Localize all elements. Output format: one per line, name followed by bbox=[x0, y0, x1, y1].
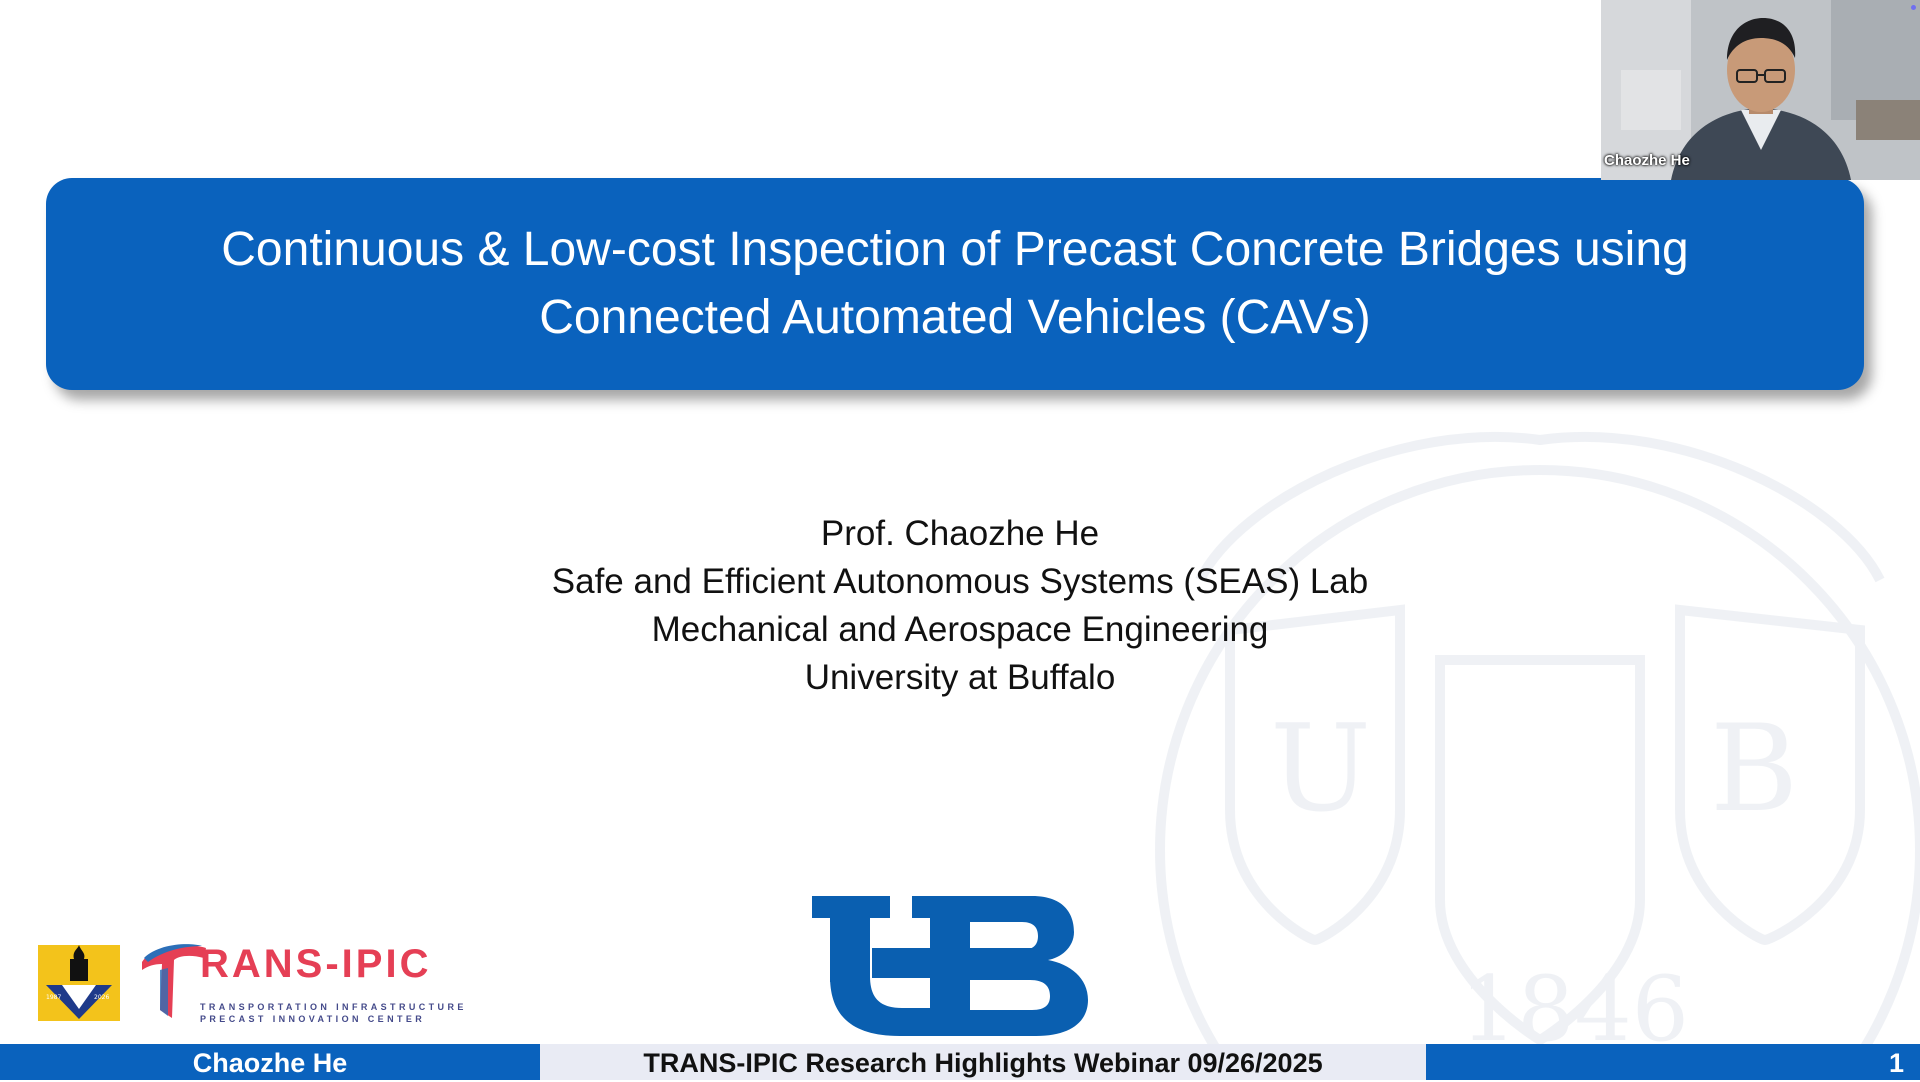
seal-letter-u: U bbox=[1270, 700, 1372, 839]
page-number: 1 bbox=[1888, 1048, 1904, 1078]
presenter-lab: Safe and Efficient Autonomous Systems (SEAS) Lab bbox=[551, 562, 1369, 601]
title-banner bbox=[46, 178, 1864, 390]
trans-ipic-tagline-2: PRECAST INNOVATION CENTER bbox=[200, 1014, 426, 1024]
footer-presenter: Chaozhe He bbox=[0, 1044, 540, 1080]
seal-letter-b: B bbox=[1710, 700, 1799, 839]
trans-ipic-tagline-1: TRANSPORTATION INFRASTRUCTURE bbox=[200, 1002, 467, 1012]
university-seal-watermark bbox=[1140, 380, 1920, 1080]
trans-ipic-title: RANS-IPIC bbox=[200, 942, 432, 986]
presenter-university: University at Buffalo bbox=[804, 658, 1116, 697]
presenter-info bbox=[0, 510, 1920, 702]
trans-ipic-t-mark bbox=[138, 940, 208, 1028]
slide-title-line-2: Connected Automated Vehicles (CAVs) bbox=[539, 291, 1371, 344]
slide-footer bbox=[0, 1044, 1920, 1080]
ub-logo bbox=[812, 896, 1088, 1036]
slide-title-line-1: Continuous & Low-cost Inspection of Precast Concrete Bridges using bbox=[221, 223, 1689, 276]
footer-event-title: TRANS-IPIC Research Highlights Webinar 09/26/2025 bbox=[540, 1044, 1426, 1080]
tc-year-left: 1987 bbox=[46, 994, 62, 1001]
presenter-department: Mechanical and Aerospace Engineering bbox=[651, 610, 1269, 649]
status-dot-icon bbox=[1911, 5, 1916, 10]
tc-year-right: 2026 bbox=[94, 994, 110, 1001]
seal-year: 1846 bbox=[1460, 957, 1690, 1062]
footer-page-area bbox=[1426, 1044, 1920, 1080]
presenter-name: Prof. Chaozhe He bbox=[820, 514, 1100, 553]
trans-ipic-logo bbox=[138, 940, 467, 1028]
tc-logo bbox=[38, 945, 120, 1021]
participant-name-label: Chaozhe He bbox=[1604, 152, 1690, 169]
